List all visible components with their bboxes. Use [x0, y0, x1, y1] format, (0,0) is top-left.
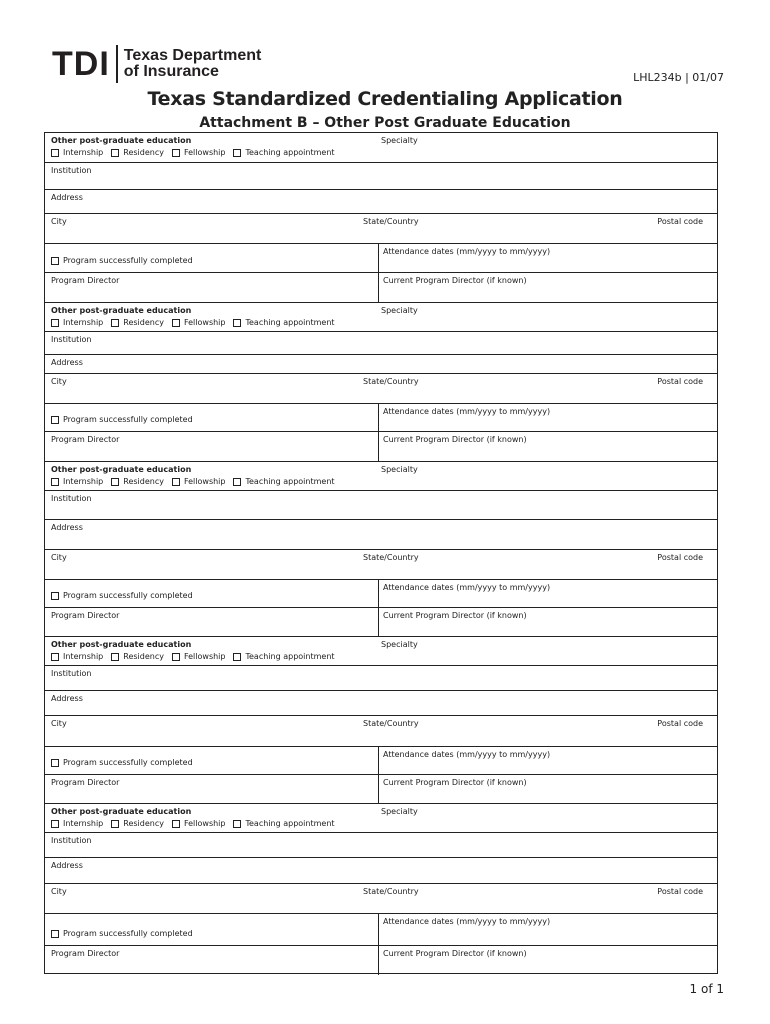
- column-divider: [378, 946, 379, 975]
- residency-checkbox[interactable]: [111, 478, 119, 486]
- option-internship[interactable]: [51, 819, 103, 829]
- postal-code-label: Postal code: [657, 719, 703, 728]
- state-country-label: State/Country: [363, 887, 419, 896]
- fellowship-label: Fellowship: [183, 477, 226, 486]
- residency-label: Residency: [123, 819, 164, 828]
- attendance-dates-label: Attendance dates (mm/yyyy to mm/yyyy): [383, 917, 551, 926]
- address-label: Address: [51, 193, 83, 202]
- logo-line-2: of Insurance: [123, 63, 219, 80]
- internship-checkbox[interactable]: [51, 820, 59, 828]
- column-divider: [378, 914, 379, 945]
- internship-label: Internship: [63, 477, 104, 486]
- address-field[interactable]: [45, 690, 717, 715]
- program-completed-label: Program successfully completed: [63, 758, 193, 767]
- fellowship-checkbox[interactable]: [172, 653, 180, 661]
- attendance-dates-label: Attendance dates (mm/yyyy to mm/yyyy): [383, 247, 551, 256]
- form-id: LHL234b | 01/07: [633, 71, 724, 84]
- program-director-label: Program Director: [51, 276, 120, 285]
- option-fellowship[interactable]: [172, 318, 226, 328]
- column-divider: [378, 404, 379, 431]
- address-field[interactable]: [45, 189, 717, 213]
- internship-checkbox[interactable]: [51, 478, 59, 486]
- program-director-label: Program Director: [51, 435, 120, 444]
- option-teaching-appointment[interactable]: [233, 148, 334, 158]
- specialty-label: Specialty: [381, 136, 418, 145]
- page-subtitle: Attachment B – Other Post Graduate Education: [199, 115, 571, 131]
- program-completed-option[interactable]: [51, 591, 193, 601]
- option-residency[interactable]: [111, 819, 164, 829]
- teaching-appointment-label: Teaching appointment: [245, 819, 335, 828]
- option-teaching-appointment[interactable]: [233, 819, 334, 829]
- postal-code-label: Postal code: [657, 553, 703, 562]
- education-type-options: [51, 819, 343, 829]
- program-completed-label: Program successfully completed: [63, 591, 193, 600]
- institution-label: Institution: [51, 335, 92, 344]
- option-fellowship[interactable]: [172, 148, 226, 158]
- completion-row: [45, 746, 717, 774]
- teaching-appointment-label: Teaching appointment: [245, 477, 335, 486]
- internship-label: Internship: [63, 148, 104, 157]
- city-state-postal-row[interactable]: [45, 213, 717, 243]
- postal-code-label: Postal code: [657, 217, 703, 226]
- teaching-appointment-checkbox[interactable]: [233, 653, 241, 661]
- internship-label: Internship: [63, 652, 104, 661]
- program-completed-checkbox[interactable]: [51, 592, 59, 600]
- city-state-postal-row[interactable]: [45, 883, 717, 913]
- column-divider: [378, 273, 379, 302]
- column-divider: [378, 580, 379, 607]
- director-row: [45, 774, 717, 803]
- residency-checkbox[interactable]: [111, 653, 119, 661]
- education-type-options: [51, 477, 343, 487]
- program-completed-label: Program successfully completed: [63, 415, 193, 424]
- institution-field[interactable]: [45, 490, 717, 519]
- logo-divider: [116, 45, 118, 83]
- completion-row: [45, 243, 717, 272]
- column-divider: [378, 608, 379, 636]
- program-completed-label: Program successfully completed: [63, 929, 193, 938]
- column-divider: [378, 747, 379, 774]
- residency-checkbox[interactable]: [111, 820, 119, 828]
- education-type-row: [45, 461, 717, 490]
- program-completed-option[interactable]: [51, 415, 193, 425]
- program-director-label: Program Director: [51, 949, 120, 958]
- state-country-label: State/Country: [363, 377, 419, 386]
- fellowship-checkbox[interactable]: [172, 319, 180, 327]
- director-row: [45, 272, 717, 302]
- column-divider: [378, 244, 379, 272]
- current-director-label: Current Program Director (if known): [383, 611, 527, 620]
- option-internship[interactable]: [51, 477, 103, 487]
- completion-row: [45, 579, 717, 607]
- education-type-options: [51, 148, 343, 158]
- institution-label: Institution: [51, 836, 92, 845]
- teaching-appointment-checkbox[interactable]: [233, 478, 241, 486]
- city-label: City: [51, 377, 67, 386]
- attendance-dates-label: Attendance dates (mm/yyyy to mm/yyyy): [383, 583, 551, 592]
- address-field[interactable]: [45, 354, 717, 373]
- option-residency[interactable]: [111, 477, 164, 487]
- teaching-appointment-checkbox[interactable]: [233, 820, 241, 828]
- fellowship-checkbox[interactable]: [172, 820, 180, 828]
- city-label: City: [51, 553, 67, 562]
- program-completed-label: Program successfully completed: [63, 256, 193, 265]
- option-teaching-appointment[interactable]: [233, 652, 334, 662]
- director-row: [45, 431, 717, 461]
- teaching-appointment-label: Teaching appointment: [245, 318, 335, 327]
- institution-field[interactable]: [45, 832, 717, 857]
- option-fellowship[interactable]: [172, 652, 226, 662]
- program-completed-option[interactable]: [51, 929, 193, 939]
- director-row: [45, 945, 717, 975]
- institution-field[interactable]: [45, 331, 717, 354]
- logo-text: [124, 48, 262, 80]
- city-state-postal-row[interactable]: [45, 373, 717, 403]
- specialty-label: Specialty: [381, 306, 418, 315]
- program-completed-checkbox[interactable]: [51, 930, 59, 938]
- option-fellowship[interactable]: [172, 477, 226, 487]
- residency-checkbox[interactable]: [111, 319, 119, 327]
- director-row: [45, 607, 717, 636]
- city-label: City: [51, 887, 67, 896]
- section-title: Other post-graduate education: [51, 640, 192, 649]
- residency-label: Residency: [123, 148, 164, 157]
- page-title: Texas Standardized Credentialing Application: [147, 88, 623, 110]
- option-teaching-appointment[interactable]: [233, 477, 334, 487]
- page-number: 1 of 1: [689, 982, 724, 996]
- internship-label: Internship: [63, 318, 104, 327]
- program-completed-checkbox[interactable]: [51, 759, 59, 767]
- current-director-label: Current Program Director (if known): [383, 778, 527, 787]
- column-divider: [378, 775, 379, 803]
- address-field[interactable]: [45, 857, 717, 883]
- program-completed-checkbox[interactable]: [51, 257, 59, 265]
- current-director-label: Current Program Director (if known): [383, 435, 527, 444]
- specialty-label: Specialty: [381, 807, 418, 816]
- logo-line-1: Texas Department: [123, 47, 262, 64]
- option-internship[interactable]: [51, 652, 103, 662]
- postal-code-label: Postal code: [657, 377, 703, 386]
- internship-checkbox[interactable]: [51, 149, 59, 157]
- address-field[interactable]: [45, 519, 717, 549]
- current-director-label: Current Program Director (if known): [383, 949, 527, 958]
- program-completed-option[interactable]: [51, 256, 193, 266]
- address-label: Address: [51, 694, 83, 703]
- education-type-options: [51, 318, 343, 328]
- residency-checkbox[interactable]: [111, 149, 119, 157]
- option-residency[interactable]: [111, 652, 164, 662]
- option-residency[interactable]: [111, 148, 164, 158]
- teaching-appointment-checkbox[interactable]: [233, 319, 241, 327]
- completion-row: [45, 403, 717, 431]
- education-type-row: [45, 803, 717, 832]
- education-type-row: [45, 636, 717, 665]
- attendance-dates-label: Attendance dates (mm/yyyy to mm/yyyy): [383, 750, 551, 759]
- section-title: Other post-graduate education: [51, 136, 192, 145]
- teaching-appointment-label: Teaching appointment: [245, 148, 335, 157]
- state-country-label: State/Country: [363, 217, 419, 226]
- current-director-label: Current Program Director (if known): [383, 276, 527, 285]
- institution-label: Institution: [51, 669, 92, 678]
- section-title: Other post-graduate education: [51, 465, 192, 474]
- address-label: Address: [51, 523, 83, 532]
- residency-label: Residency: [123, 477, 164, 486]
- education-form: [44, 132, 718, 974]
- internship-checkbox[interactable]: [51, 653, 59, 661]
- specialty-label: Specialty: [381, 640, 418, 649]
- attendance-dates-label: Attendance dates (mm/yyyy to mm/yyyy): [383, 407, 551, 416]
- tdi-logo: [52, 44, 261, 84]
- teaching-appointment-label: Teaching appointment: [245, 652, 335, 661]
- city-label: City: [51, 217, 67, 226]
- state-country-label: State/Country: [363, 719, 419, 728]
- internship-checkbox[interactable]: [51, 319, 59, 327]
- fellowship-label: Fellowship: [183, 819, 226, 828]
- address-label: Address: [51, 358, 83, 367]
- institution-field[interactable]: [45, 162, 717, 189]
- fellowship-label: Fellowship: [183, 148, 226, 157]
- fellowship-label: Fellowship: [183, 318, 226, 327]
- city-state-postal-row[interactable]: [45, 715, 717, 746]
- column-divider: [378, 432, 379, 461]
- postal-code-label: Postal code: [657, 887, 703, 896]
- fellowship-checkbox[interactable]: [172, 478, 180, 486]
- program-completed-option[interactable]: [51, 758, 193, 768]
- option-internship[interactable]: [51, 318, 103, 328]
- logo-mark: TDI: [52, 45, 110, 83]
- section-title: Other post-graduate education: [51, 306, 192, 315]
- institution-field[interactable]: [45, 665, 717, 690]
- program-completed-checkbox[interactable]: [51, 416, 59, 424]
- program-director-label: Program Director: [51, 778, 120, 787]
- option-fellowship[interactable]: [172, 819, 226, 829]
- education-type-row: [45, 302, 717, 331]
- option-internship[interactable]: [51, 148, 103, 158]
- internship-label: Internship: [63, 819, 104, 828]
- residency-label: Residency: [123, 652, 164, 661]
- option-teaching-appointment[interactable]: [233, 318, 334, 328]
- address-label: Address: [51, 861, 83, 870]
- institution-label: Institution: [51, 494, 92, 503]
- city-state-postal-row[interactable]: [45, 549, 717, 579]
- option-residency[interactable]: [111, 318, 164, 328]
- fellowship-checkbox[interactable]: [172, 149, 180, 157]
- education-type-options: [51, 652, 343, 662]
- program-director-label: Program Director: [51, 611, 120, 620]
- teaching-appointment-checkbox[interactable]: [233, 149, 241, 157]
- section-title: Other post-graduate education: [51, 807, 192, 816]
- city-label: City: [51, 719, 67, 728]
- residency-label: Residency: [123, 318, 164, 327]
- specialty-label: Specialty: [381, 465, 418, 474]
- fellowship-label: Fellowship: [183, 652, 226, 661]
- state-country-label: State/Country: [363, 553, 419, 562]
- education-type-row: [45, 133, 717, 162]
- completion-row: [45, 913, 717, 945]
- institution-label: Institution: [51, 166, 92, 175]
